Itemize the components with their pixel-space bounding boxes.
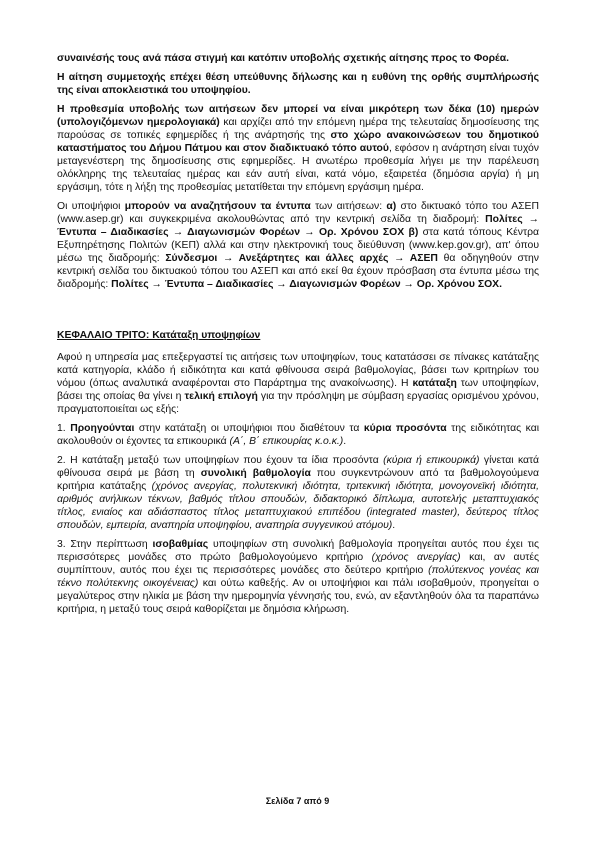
document-body bbox=[57, 52, 539, 622]
paragraph-ranking-intro: Αφού η υπηρεσία μας επεξεργαστεί τις αιτήσεις των υποψηφίων, τους κατατάσσει σε πίνακες κατάταξης κατά κατηγορία, κλάδο ή ειδικότητα και κατά φθίνουσα σειρά βαθμολογίας, βάσει των κριτηρίων του νόμου (όπως αναλυτικά αναφέρονται στο Παράρτημα της ανακοίνωσης). Η κατάταξη των υποψηφίων, βάσει της οποίας θα γίνει η τελική επιλογή για την πρόσληψη με σύμβαση εργασίας ορισμένου χρόνου, πραγματοποιείται ως εξής: bbox=[57, 352, 539, 415]
paragraph-ranking-rule-1: 1. Προηγούνται στην κατάταξη οι υποψήφιοι που διαθέτουν τα κύρια προσόντα της ειδικότητας και ακολουθούν οι έχοντες τα επικουρικά (Α΄, Β΄ επικουρίας κ.ο.κ.). bbox=[57, 423, 540, 447]
paragraph-deadline: Η προθεσμία υποβολής των αιτήσεων δεν μπορεί να είναι μικρότερη των δέκα (10) ημερών (υπολογιζόμενων ημερολογιακά) και αρχίζει από την επόμενη ημέρα της τελευταίας δημοσίευσης της παρούσας σε τοπικές εφημερίδες ή της ανάρτησής της στο χώρο ανακοινώσεων του δημοτικού καταστήματος του Δήμου Πάτμου και στον διαδικτυακό τόπο αυτού, εφόσον η ανάρτηση είναι τυχόν μεταγενέστερη της δημοσίευσης στις εφημερίδες. Η ανωτέρω προθεσμία λήγει με την παρέλευση ολόκληρης της τελευταίας ημέρας και εάν αυτή είναι, κατά νόμο, εξαιρετέα (δημόσια αργία) ή μη εργάσιμη, τότε η λήξη της προθεσμίας μετατίθεται την επόμενη εργάσιμη ημέρα. bbox=[57, 104, 539, 193]
paragraph-ranking-rule-2: 2. Η κατάταξη μεταξύ των υποψηφίων που έχουν τα ίδια προσόντα (κύρια ή επικουρικά) γίνεται κατά φθίνουσα σειρά με βάση τη συνολική βαθμολογία που συγκεντρώνουν από τα βαθμολογούμενα κριτήρια κατάταξης (χρόνος ανεργίας, πολυτεκνική ιδιότητα, τριτεκνική ιδιότητα, μονογονεϊκή ιδιότητα, αριθμός ανήλικων τέκνων, βαθμός τίτλου σπουδών, διδακτορικό δίπλωμα, αυτοτελής μεταπτυχιακός τίτλος, ενιαίος και αδιάσπαστος τίτλος μεταπτυχιακού επιπέδου (integrated master), δεύτερος τίτλος σπουδών, εμπειρία, αναπηρία υποψηφίου, αναπηρία συγγενικού ατόμου). bbox=[57, 455, 539, 531]
paragraph-ranking-rule-3: 3. Στην περίπτωση ισοβαθμίας υποψηφίων στη συνολική βαθμολογία προηγείται αυτός που έχει τις περισσότερες μονάδες στο πρώτο βαθμολογούμενο κριτήριο (χρόνος ανεργίας) και, αν αυτές συμπίπτουν, αυτός που έχει τις περισσότερες μονάδες στο δεύτερο κριτήριο (πολύτεκνος γονέας και τέκνο πολύτεκνης οικογένειας) και ούτω καθεξής. Αν οι υποψήφιοι και πάλι ισοβαθμούν, προηγείται ο μεγαλύτερος στην ηλικία με βάση την ημερομηνία γέννησής του, ενώ, αν εξαντληθούν όλα τα παραπάνω κριτήρια, η μεταξύ τους σειρά καθορίζεται με δημόσια κλήρωση. bbox=[57, 539, 539, 615]
page-number-footer: Σελίδα 7 από 9 bbox=[265, 796, 330, 806]
chapter-heading: ΚΕΦΑΛΑΙΟ ΤΡΙΤΟ: Κατάταξη υποψηφίων bbox=[57, 330, 261, 341]
paragraph-forms-availability: Οι υποψήφιοι μπορούν να αναζητήσουν τα έντυπα των αιτήσεων: α) στο δικτυακό τόπο του ΑΣΕΠ (www.asep.gr) και συγκεκριμένα ακολουθώντας από την κεντρική σελίδα τη διαδρομή: Πολίτες → Έντυπα – Διαδικασίες → Διαγωνισμών Φορέων → Ορ. Χρόνου ΣΟΧ β) στα κατά τόπους Κέντρα Εξυπηρέτησης Πολιτών (ΚΕΠ) αλλά και στην ηλεκτρονική τους διεύθυνση (www.kep.gov.gr), απ' όπου μέσω της διαδρομής: Σύνδεσμοι → Ανεξάρτητες και άλλες αρχές → ΑΣΕΠ θα οδηγηθούν στην κεντρική σελίδα του δικτυακού τόπου του ΑΣΕΠ και από εκεί θα έχουν πρόσβαση στα έντυπα μέσω της διαδρομής: Πολίτες → Έντυπα – Διαδικασίες → Διαγωνισμών Φορέων → Ορ. Χρόνου ΣΟΧ. bbox=[57, 201, 539, 290]
paragraph-application-declaration: Η αίτηση συμμετοχής επέχει θέση υπεύθυνης δήλωσης και η ευθύνη της ορθής συμπλήρωσής της είναι αποκλειστικά του υποψηφίου. bbox=[57, 72, 539, 96]
paragraph-consent: συναινέσής τους ανά πάσα στιγμή και κατόπιν υποβολής σχετικής αίτησης προς το Φορέα. bbox=[57, 53, 509, 64]
